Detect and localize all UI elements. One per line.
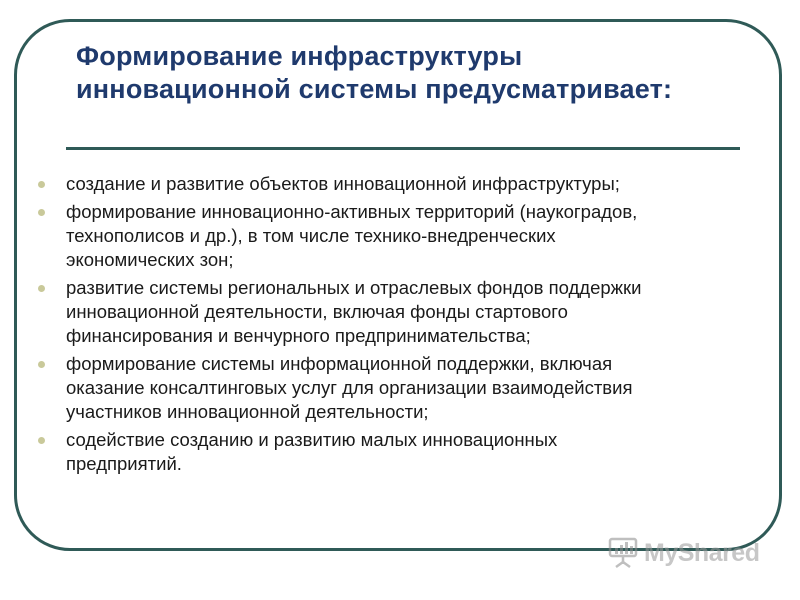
bullet-item (38, 200, 738, 272)
myshared-logo-icon (608, 536, 640, 570)
watermark-text: MyShared (644, 538, 760, 567)
bullet-text (66, 276, 738, 348)
bullet-item (38, 276, 738, 348)
bullet-line: экономических зон; (66, 249, 234, 270)
slide-title (76, 40, 756, 106)
bullet-list (38, 172, 738, 480)
title-line: Формирование инфраструктуры (76, 41, 523, 71)
bullet-line: формирование системы информационной поддержки, включая (66, 353, 613, 374)
bullet-line: инновационной деятельности, включая фонды стартового (66, 301, 568, 322)
bullet-dot-icon (38, 361, 45, 368)
bullet-line: предприятий. (66, 453, 182, 474)
bullet-item (38, 352, 738, 424)
bullet-text (66, 200, 738, 272)
bullet-line: финансирования и венчурного предпринимательства; (66, 325, 531, 346)
bullet-line: участников инновационной деятельности; (66, 401, 429, 422)
bullet-dot-icon (38, 209, 45, 216)
bullet-dot-icon (38, 437, 45, 444)
bullet-item (38, 172, 738, 196)
bullet-line: содействие созданию и развитию малых инновационных (66, 429, 558, 450)
title-line: инновационной системы предусматривает: (76, 74, 673, 104)
bullet-line: формирование инновационно-активных территорий (наукоградов, (66, 201, 638, 222)
bullet-line: развитие системы региональных и отраслевых фондов поддержки (66, 277, 642, 298)
bullet-text (66, 428, 738, 476)
title-underline (66, 147, 740, 150)
watermark (608, 535, 759, 571)
bullet-item (38, 428, 738, 476)
bullet-line: технополисов и др.), в том числе технико-внедренческих (66, 225, 556, 246)
bullet-dot-icon (38, 285, 45, 292)
bullet-line: создание и развитие объектов инновационной инфраструктуры; (66, 173, 620, 194)
bullet-text (66, 172, 738, 196)
bullet-dot-icon (38, 181, 45, 188)
bullet-text (66, 352, 738, 424)
bullet-line: оказание консалтинговых услуг для организации взаимодействия (66, 377, 633, 398)
